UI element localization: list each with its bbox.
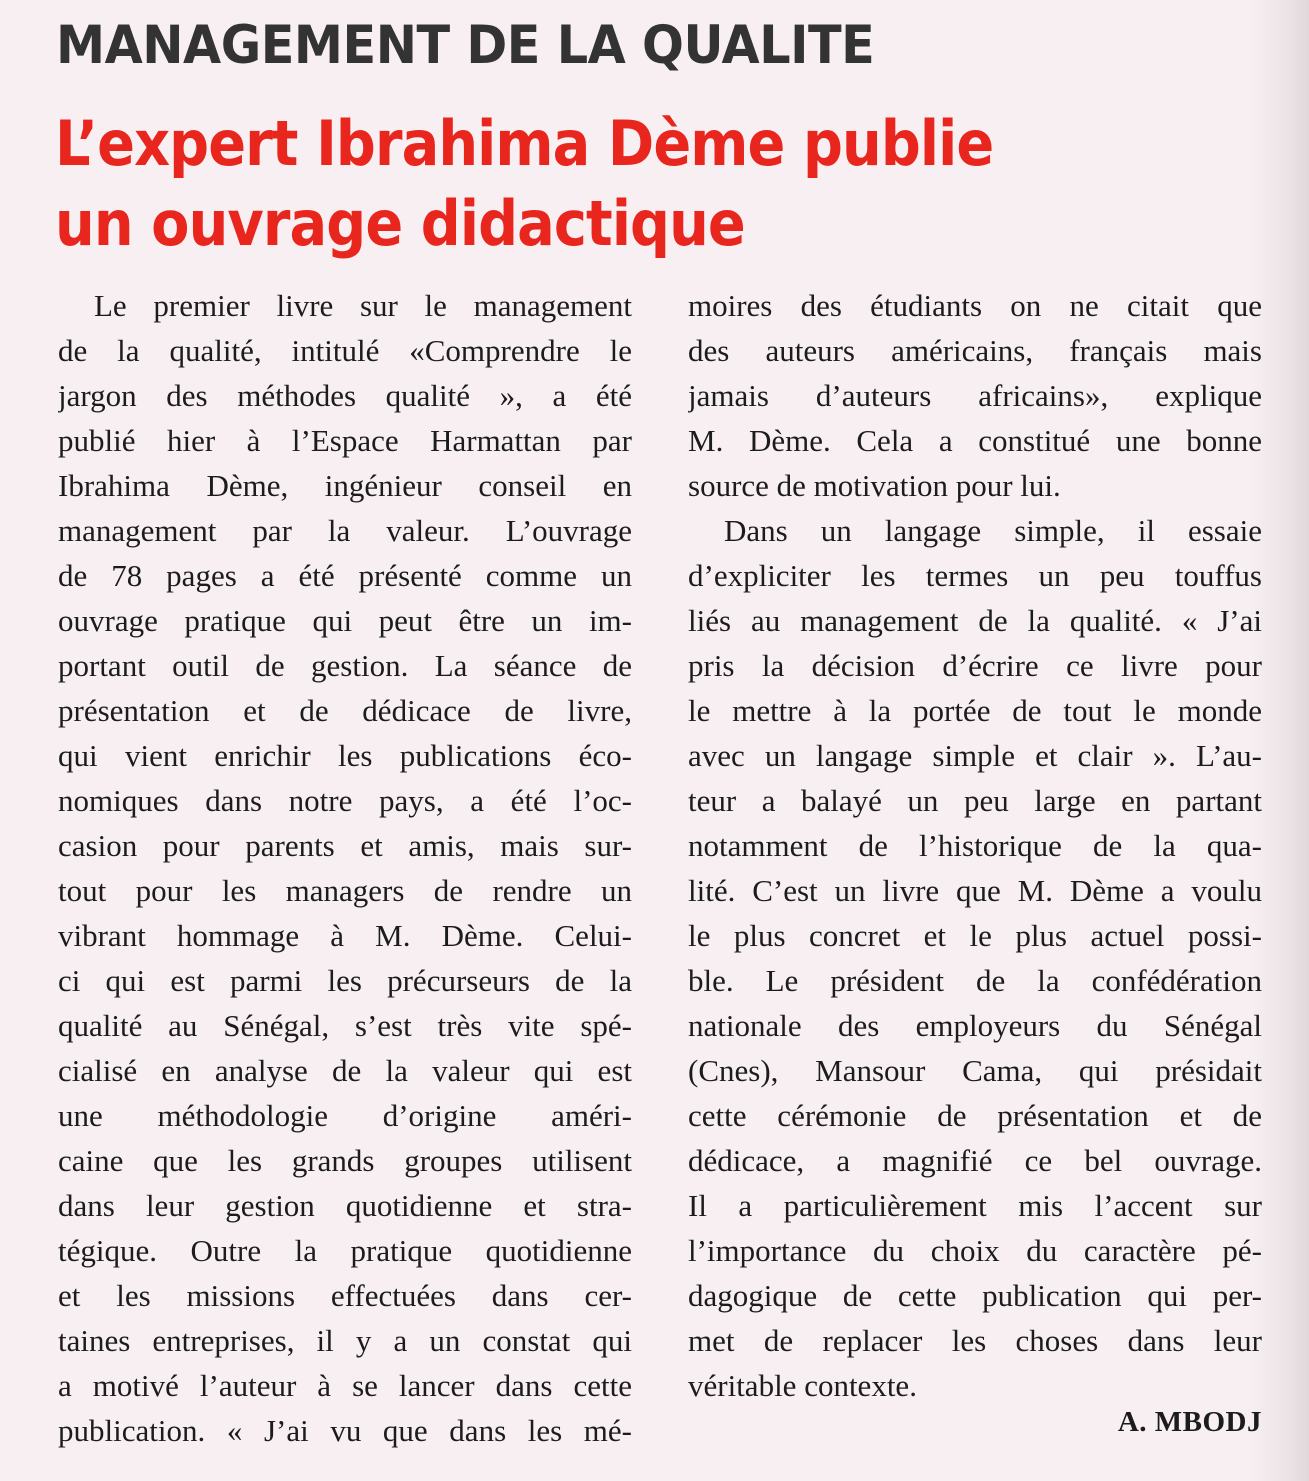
article-headline [55, 104, 993, 264]
headline-line: L’expert Ibrahima Dème publie [55, 107, 994, 180]
text-line: une méthodologie d’origine améri- [58, 1098, 632, 1133]
text-line: a motivé l’auteur à se lancer dans cette [58, 1368, 632, 1403]
text-line: qui vient enrichir les publications éco- [58, 738, 632, 773]
text-line: Ibrahima Dème, ingénieur conseil en [58, 468, 632, 503]
text-line: teur a balayé un peu large en partant [688, 783, 1262, 818]
text-line: dagogique de cette publication qui per- [688, 1278, 1262, 1313]
text-line: publication. « J’ai vu que dans les mé- [58, 1413, 632, 1448]
text-line: tégique. Outre la pratique quotidienne [58, 1233, 632, 1268]
text-line: ble. Le président de la confédération [688, 963, 1262, 998]
text-line: jargon des méthodes qualité », a été [58, 378, 632, 413]
author-byline: A. MBODJ [1117, 1406, 1262, 1438]
text-line: présentation et de dédicace de livre, [58, 693, 632, 728]
text-line: Le premier livre sur le management [94, 288, 632, 323]
text-line: caine que les grands groupes utilisent [58, 1143, 632, 1178]
headline-line: un ouvrage didactique [55, 187, 745, 260]
text-line: ouvrage pratique qui peut être un im- [58, 603, 632, 638]
text-line: le mettre à la portée de tout le monde [688, 693, 1262, 728]
article-column-left [58, 283, 632, 1453]
text-line: Il a particulièrement mis l’accent sur [688, 1188, 1262, 1223]
text-line: moires des étudiants on ne citait que [688, 288, 1262, 323]
text-line: source de motivation pour lui. [688, 468, 1061, 503]
article-column-right [688, 283, 1262, 1408]
text-line: avec un langage simple et clair ». L’au- [688, 738, 1262, 773]
text-line: cette cérémonie de présentation et de [688, 1098, 1262, 1133]
text-line: et les missions effectuées dans cer- [58, 1278, 632, 1313]
text-line: dédicace, a magnifié ce bel ouvrage. [688, 1143, 1262, 1178]
text-line: publié hier à l’Espace Harmattan par [58, 423, 632, 458]
text-line: nationale des employeurs du Sénégal [688, 1008, 1262, 1043]
section-kicker: MANAGEMENT DE LA QUALITE [56, 15, 875, 76]
text-line: véritable contexte. [688, 1368, 917, 1403]
text-line: vibrant hommage à M. Dème. Celui- [58, 918, 632, 953]
text-line: jamais d’auteurs africains», explique [688, 378, 1262, 413]
text-line: d’expliciter les termes un peu touffus [688, 558, 1262, 593]
text-line: ci qui est parmi les précurseurs de la [58, 963, 632, 998]
text-line: Dans un langage simple, il essaie [724, 513, 1262, 548]
text-line: pris la décision d’écrire ce livre pour [688, 648, 1262, 683]
text-line: lité. C’est un livre que M. Dème a voulu [688, 873, 1262, 908]
text-line: dans leur gestion quotidienne et stra- [58, 1188, 632, 1223]
text-line: portant outil de gestion. La séance de [58, 648, 632, 683]
text-line: met de replacer les choses dans leur [688, 1323, 1262, 1358]
text-line: (Cnes), Mansour Cama, qui présidait [688, 1053, 1262, 1088]
text-line: le plus concret et le plus actuel possi- [688, 918, 1262, 953]
text-line: des auteurs américains, français mais [688, 333, 1262, 368]
text-line: de la qualité, intitulé «Comprendre le [58, 333, 632, 368]
text-line: qualité au Sénégal, s’est très vite spé- [58, 1008, 632, 1043]
text-line: nomiques dans notre pays, a été l’oc- [58, 783, 632, 818]
text-line: casion pour parents et amis, mais sur- [58, 828, 632, 863]
text-line: tout pour les managers de rendre un [58, 873, 632, 908]
text-line: M. Dème. Cela a constitué une bonne [688, 423, 1262, 458]
text-line: taines entreprises, il y a un constat qui [58, 1323, 632, 1358]
text-line: notamment de l’historique de la qua- [688, 828, 1262, 863]
text-line: liés au management de la qualité. « J’ai [688, 603, 1262, 638]
text-line: de 78 pages a été présenté comme un [58, 558, 632, 593]
text-line: cialisé en analyse de la valeur qui est [58, 1053, 632, 1088]
text-line: management par la valeur. L’ouvrage [58, 513, 632, 548]
text-line: l’importance du choix du caractère pé- [688, 1233, 1262, 1268]
